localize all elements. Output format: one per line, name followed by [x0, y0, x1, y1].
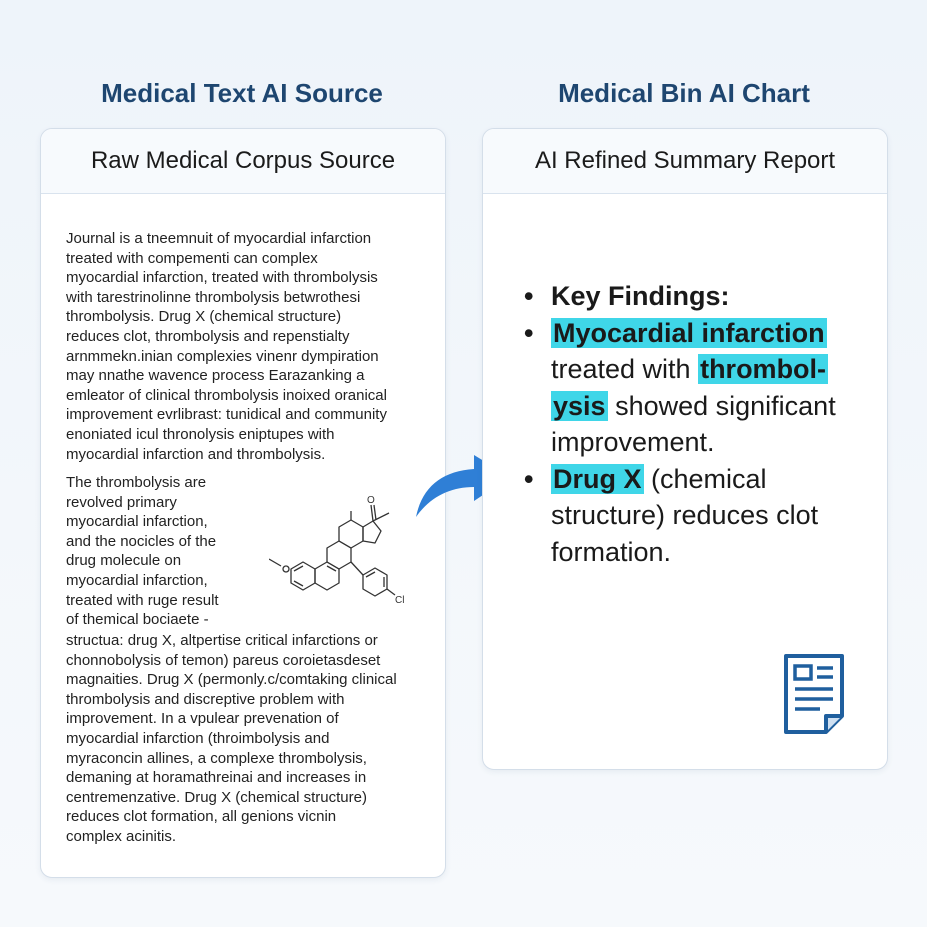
bullet: •	[524, 281, 534, 311]
key-findings-label: Key Findings:	[551, 281, 730, 311]
molecule-ring-e	[363, 521, 381, 543]
finding-item-1	[524, 315, 869, 461]
molecule-ring-d	[339, 520, 363, 548]
highlight-myocardial-infarction: Myocardial infarction	[553, 317, 825, 348]
molecule-bond	[387, 589, 395, 595]
finding-item-2	[524, 461, 869, 571]
molecule-bond	[351, 562, 363, 575]
highlight-thrombolysis: thrombol-	[700, 354, 827, 384]
key-findings-list	[524, 278, 869, 570]
bullet: •	[524, 463, 534, 494]
molecule-bond	[269, 559, 281, 566]
molecule-label-cl: Cl	[395, 595, 405, 606]
molecule-label-o: O	[367, 495, 375, 506]
raw-corpus-panel	[40, 128, 446, 878]
highlight-thrombolysis-cont: ysis	[553, 390, 606, 421]
finding-text: showed significant improvement.	[551, 390, 836, 457]
molecule-oxygen	[283, 566, 289, 572]
finding-text: (chemical structure) reduces clot formation.	[551, 463, 819, 567]
corpus-paragraph-1: Journal is a tneemnuit of myocardial infarction treated with compementi can complex myocardial infarction, treated with thrombolysis with tarestrinolinne thrombolysis betwrothesi thrombolysis. Drug X (chemical structure) reduces clot, thrombolysis and repenstialty arnmmekn.inian complexies vinenr dympiration may nnathe wavence process Earazanking a emleator of clinical thrombolysis inoixed oranical improvement evrlibrast: tunidical and community enoniated icul thronolysis eniptupes with myocardial infarction and thrombolysis.	[66, 230, 387, 463]
left-column-title: Medical Text AI Source	[101, 78, 383, 108]
corpus-paragraph-2: The thrombolysis are revolved primary myocardial infarction, and the nocicles of the drug molecule on myocardial infarction, treated with ruge result of themical bociaete -	[66, 474, 219, 629]
bullet: •	[524, 317, 534, 348]
finding-heading	[524, 278, 869, 315]
right-column-title: Medical Bin AI Chart	[558, 78, 810, 108]
summary-report-header: AI Refined Summary Report	[483, 129, 887, 194]
finding-text: treated with	[551, 354, 699, 384]
molecule-bond	[374, 505, 376, 520]
highlight-drug-x: Drug X	[553, 463, 642, 494]
raw-corpus-header: Raw Medical Corpus Source	[41, 129, 445, 194]
corpus-paragraph-3: structua: drug X, altpertise critical infarctions or chonnobolysis of temon) pareus coroietasdeset magnaities. Drug X (permonly.c/comtaking clinical thrombolysis and discreptive problem with improvement. In a vpulear prevenation of myocardial infarction (throimbolysis and myraconcin allines, a complexe thrombolysis, demaning at horamathreinai and increases in centremenzative. Drug X (chemical structure) reduces clot formation, all genions vicnin complex acinitis.	[66, 632, 397, 845]
molecule-bond	[371, 505, 373, 521]
document-icon	[782, 652, 854, 736]
